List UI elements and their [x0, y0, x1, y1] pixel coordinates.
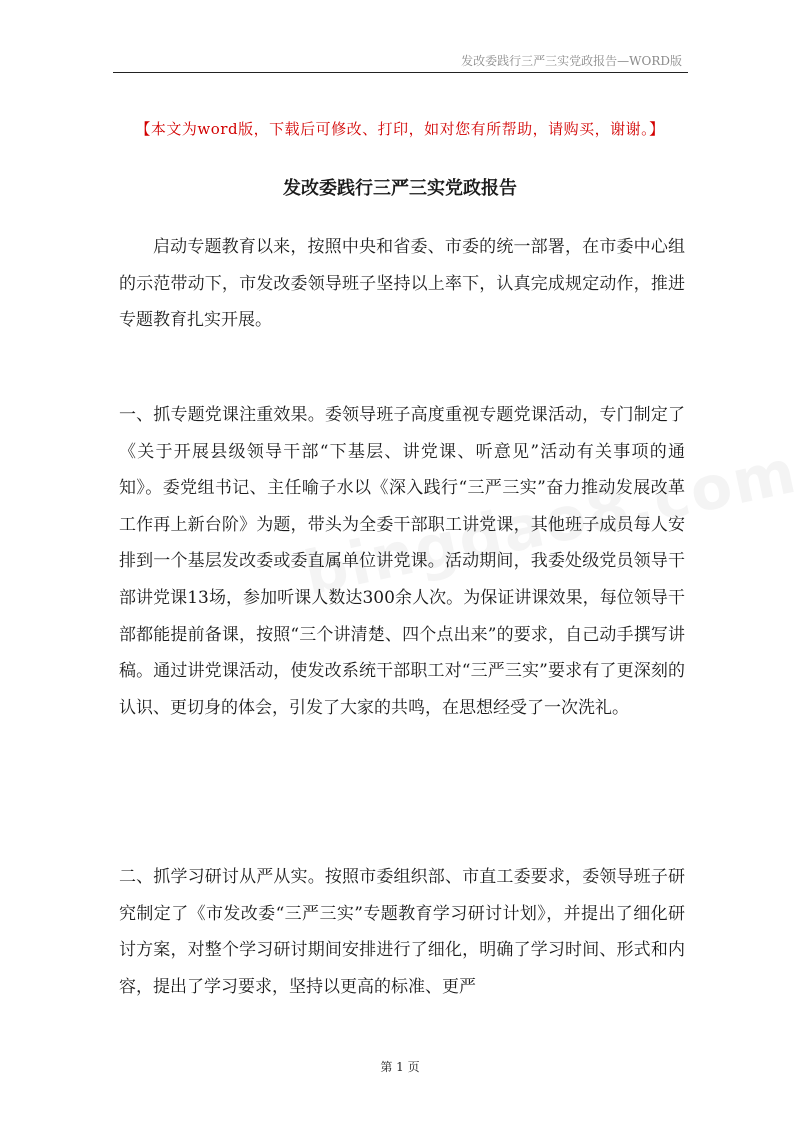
paragraph-section-two: 二、抓学习研讨从严从实。按照市委组织部、市直工委要求，委领导班子研究制定了《市发改委“三严三实”专题教育学习研讨计划》，并提出了细化研讨方案，对整个学习研讨期间安排进行了细化，明确了学习时间、形式和内容，提出了学习要求，坚持以更高的标准、更严: [119, 867, 685, 997]
paragraph-intro: 启动专题教育以来，按照中央和省委、市委的统一部署，在市委中心组的示范带动下，市发改委领导班子坚持以上率下，认真完成规定动作，推进专题教育扎实开展。: [119, 237, 685, 331]
document-title: 发改委践行三严三实党政报告: [283, 178, 517, 199]
running-header: 发改委践行三严三实党政报告—WORD版: [461, 54, 682, 68]
header-divider: [113, 72, 688, 73]
paragraph-section-one: 一、抓专题党课注重效果。委领导班子高度重视专题党课活动，专门制定了《关于开展县级领导干部“下基层、讲党课、听意见”活动有关事项的通知》。委党组书记、主任喻子水以《深入践行“三严三实”奋力推动发展改革工作再上新台阶》为题，带头为全委干部职工讲党课，其他班子成员每人安排到一个基层发改委或委直属单位讲党课。活动期间，我委处级党员领导干部讲党课13场，参加听课人数达300余人次。为保证讲课效果，每位领导干部都能提前备课，按照“三个讲清楚、四个点出来”的要求，自己动手撰写讲稿。通过讲党课活动，使发改系统干部职工对“三严三实”要求有了更深刻的认识、更切身的体会，引发了大家的共鸣，在思想经受了一次洗礼。: [119, 405, 685, 718]
page-number: 第 1 页: [380, 1060, 420, 1074]
download-notice: 【本文为word版，下载后可修改、打印，如对您有所帮助，请购买，谢谢。】: [135, 120, 665, 138]
